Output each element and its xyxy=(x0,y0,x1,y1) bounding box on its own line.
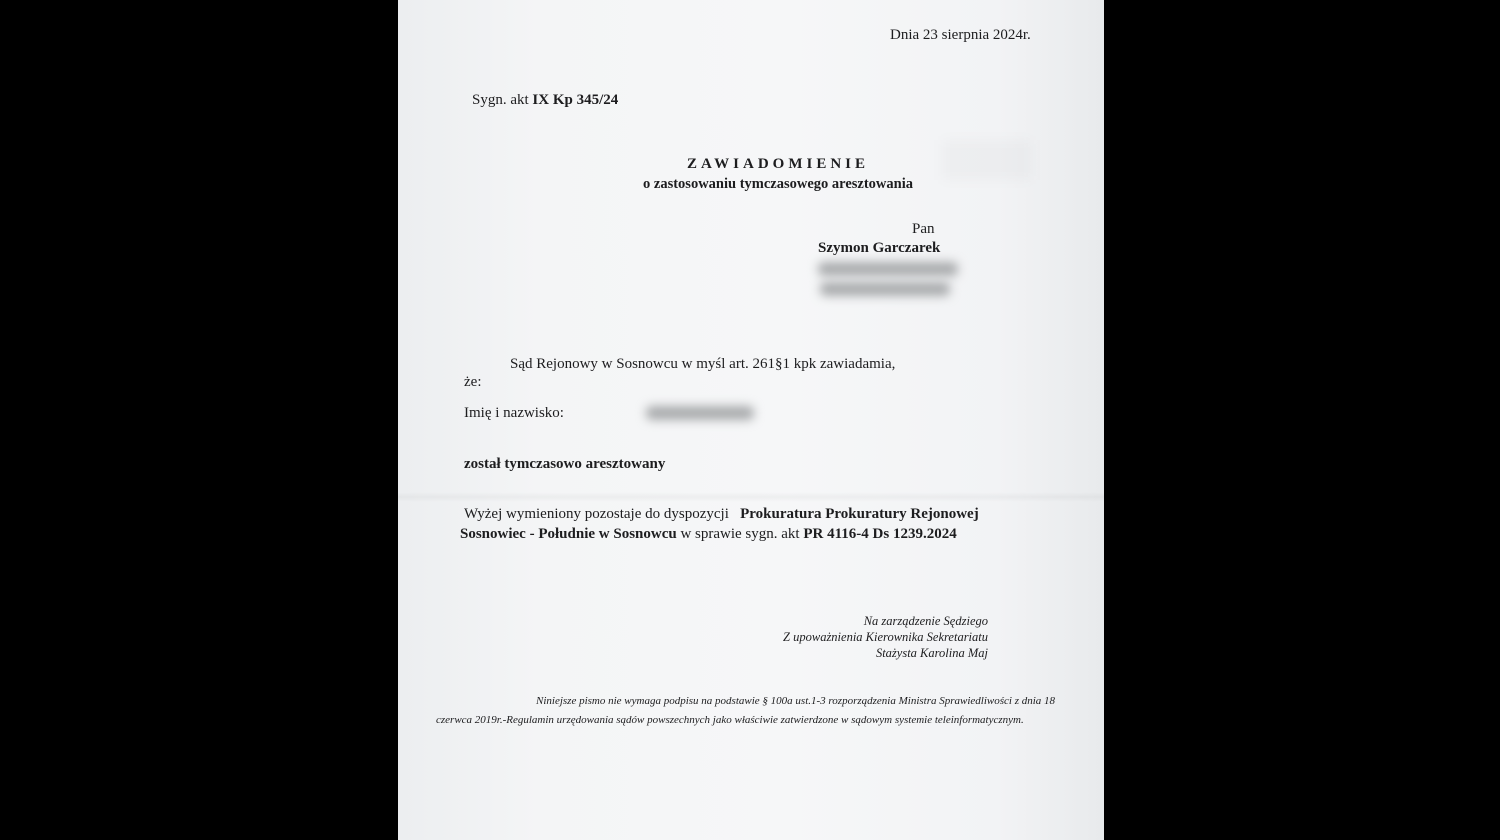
paper-fold xyxy=(398,492,1104,502)
footer-note: Niniejsze pismo nie wymaga podpisu na podstawie § 100a ust.1-3 rozporządzenia Ministra Sprawiedliwości z dnia 18 czerwca 2019r.-Regulamin urzędowania sądów powszechnych jako właściwie zatwierdzone w sądowym systemie teleinformatycznym. xyxy=(436,695,1056,726)
disposition-text: Wyżej wymieniony pozostaje do dyspozycji xyxy=(464,506,729,522)
disposition-line-2 xyxy=(460,526,957,543)
document-date: Dnia 23 sierpnia 2024r. xyxy=(890,27,1031,43)
redacted-address-line-1 xyxy=(818,262,958,276)
case-reference xyxy=(472,92,618,109)
body-intro: Sąd Rejonowy w Sosnowcu w myśl art. 261§1 kpk zawiadamia, xyxy=(510,356,896,372)
arrest-status: został tymczasowo aresztowany xyxy=(464,456,666,472)
signature-line-2: Z upoważnienia Kierownika Sekretariatu xyxy=(783,630,988,644)
case-reference-label: Sygn. akt xyxy=(472,92,529,108)
prosecutor-case-reference: PR 4116-4 Ds 1239.2024 xyxy=(803,526,957,542)
redacted-address-line-2 xyxy=(820,282,950,296)
disposition-authority-1: Prokuratura Prokuratury Rejonowej xyxy=(740,506,979,522)
disposition-authority-2: Sosnowiec - Południe w Sosnowcu xyxy=(460,526,677,542)
case-in-label: w sprawie sygn. akt xyxy=(680,526,800,542)
signature-line-3: Stażysta Karolina Maj xyxy=(875,646,988,660)
court-notice-page xyxy=(398,0,1104,840)
redacted-name-value xyxy=(646,406,754,420)
addressee-name: Szymon Garczarek xyxy=(818,240,941,256)
signature-line-1: Na zarządzenie Sędziego xyxy=(863,614,988,628)
body-intro-continuation: że: xyxy=(464,374,482,390)
disposition-line-1 xyxy=(464,506,979,523)
name-label: Imię i nazwisko: xyxy=(464,405,564,421)
document-subtitle: o zastosowaniu tymczasowego aresztowania xyxy=(643,176,913,192)
document-title: ZAWIADOMIENIE xyxy=(686,156,870,172)
case-reference-value: IX Kp 345/24 xyxy=(532,92,619,108)
addressee-salutation: Pan xyxy=(912,221,935,237)
